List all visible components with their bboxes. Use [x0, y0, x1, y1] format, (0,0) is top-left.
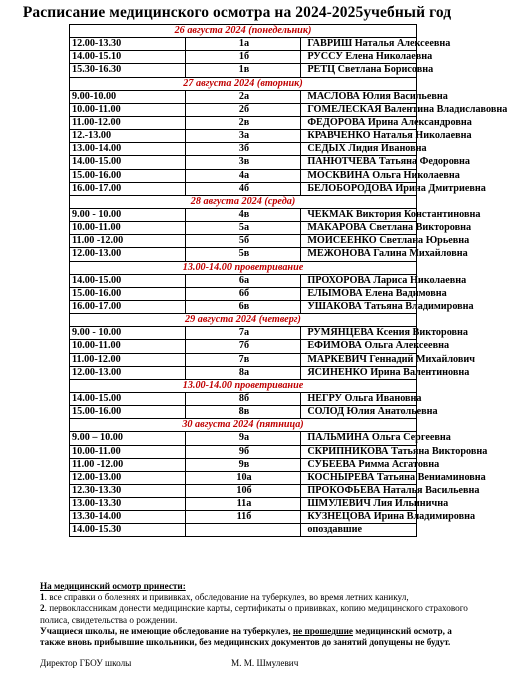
schedule-class: 10а — [185, 471, 301, 484]
schedule-class: 5в — [185, 248, 301, 261]
schedule-teacher: ЯСИНЕНКО Ирина Валентиновна — [301, 366, 417, 379]
schedule-time: 15.30-16.30 — [70, 64, 186, 77]
schedule-class: 2а — [185, 90, 301, 103]
schedule-day-header: 29 августа 2024 (четверг) — [70, 314, 417, 327]
schedule-teacher: СКРИПНИКОВА Татьяна Викторовна — [301, 445, 417, 458]
schedule-teacher: ГАВРИШ Наталья Алексеевна — [301, 38, 417, 51]
schedule-row — [70, 406, 417, 419]
schedule-class: 5б — [185, 235, 301, 248]
notes-item-2-text: . первоклассникам донести медицинские карты, сертификаты о прививках, копию медицинского страхового полиса, свидетельства о рождении. — [40, 603, 468, 625]
schedule-note-row — [70, 379, 417, 392]
schedule-class: 3в — [185, 156, 301, 169]
schedule-body — [70, 25, 507, 537]
schedule-teacher: НЕГРУ Ольга Ивановна — [301, 392, 417, 405]
notes-warning-underlined: не прошедшие — [292, 625, 353, 636]
schedule-time: 12.00-13.30 — [70, 38, 186, 51]
schedule-class: 5а — [185, 222, 301, 235]
schedule-row — [70, 169, 417, 182]
schedule-class: 3а — [185, 130, 301, 143]
schedule-teacher: ГОМЕЛЕСКАЯ Валентина Владиславовна — [301, 103, 417, 116]
schedule-row — [70, 156, 417, 169]
schedule-time: 16.00-17.00 — [70, 300, 186, 313]
schedule-row — [70, 445, 417, 458]
schedule-day-header: 26 августа 2024 (понедельник) — [70, 25, 417, 38]
schedule-time: 11.00 -12.00 — [70, 458, 186, 471]
schedule-teacher: РУССУ Елена Николаевна — [301, 51, 417, 64]
schedule-time: 9.00-10.00 — [70, 90, 186, 103]
schedule-class: 7в — [185, 353, 301, 366]
schedule-teacher: УШАКОВА Татьяна Владимировна — [301, 300, 417, 313]
page-title: Расписание медицинского осмотра на 2024-2025учебный год — [22, 4, 452, 21]
schedule-teacher: опоздавшие — [301, 524, 417, 537]
schedule-row — [70, 366, 417, 379]
schedule-time: 12.00-13.00 — [70, 366, 186, 379]
schedule-time: 12.-13.00 — [70, 130, 186, 143]
schedule-teacher: ФЕДОРОВА Ирина Александровна — [301, 116, 417, 129]
schedule-teacher: ЧЕКМАК Виктория Константиновна — [301, 208, 417, 221]
schedule-time: 10.00-11.00 — [70, 340, 186, 353]
schedule-class — [185, 524, 301, 537]
schedule-time: 11.00 -12.00 — [70, 235, 186, 248]
notes-block — [40, 581, 468, 648]
schedule-row — [70, 51, 417, 64]
schedule-row — [70, 392, 417, 405]
schedule-row — [70, 103, 417, 116]
schedule-row — [70, 353, 417, 366]
schedule-teacher: ШМУЛЕВИЧ Лия Ильинична — [301, 498, 417, 511]
schedule-teacher: МОСКВИНА Ольга Николаевна — [301, 169, 417, 182]
schedule-time: 15.00-16.00 — [70, 287, 186, 300]
schedule-row — [70, 458, 417, 471]
schedule-day-row — [70, 77, 417, 90]
schedule-class: 1а — [185, 38, 301, 51]
schedule-time: 16.00-17.00 — [70, 182, 186, 195]
schedule-time: 9.00 - 10.00 — [70, 208, 186, 221]
schedule-class: 11б — [185, 511, 301, 524]
schedule-row — [70, 248, 417, 261]
signature-name: М. М. Шмулевич — [231, 658, 299, 668]
schedule-row — [70, 471, 417, 484]
schedule-time: 11.00-12.00 — [70, 353, 186, 366]
schedule-row — [70, 90, 417, 103]
schedule-teacher: КУЗНЕЦОВА Ирина Владимировна — [301, 511, 417, 524]
schedule-class: 2б — [185, 103, 301, 116]
schedule-teacher: МОИСЕЕНКО Светлана Юрьевна — [301, 235, 417, 248]
notes-warning — [40, 626, 468, 648]
schedule-teacher: МАРКЕВИЧ Геннадий Михайлович — [301, 353, 417, 366]
schedule-row — [70, 38, 417, 51]
schedule-time: 10.00-11.00 — [70, 103, 186, 116]
schedule-time: 13.30-14.00 — [70, 511, 186, 524]
schedule-time: 9.00 – 10.00 — [70, 432, 186, 445]
schedule-class: 1б — [185, 51, 301, 64]
schedule-teacher: ПРОХОРОВА Лариса Николаевна — [301, 274, 417, 287]
schedule-teacher: МЕЖОНОВА Галина Михайловна — [301, 248, 417, 261]
schedule-day-header: 28 августа 2024 (среда) — [70, 195, 417, 208]
schedule-teacher: СЕДЫХ Лидия Ивановна — [301, 143, 417, 156]
schedule-class: 8б — [185, 392, 301, 405]
schedule-ventilation-note: 13.00-14.00 проветривание — [70, 379, 417, 392]
schedule-row — [70, 130, 417, 143]
schedule-time: 13.00-13.30 — [70, 498, 186, 511]
schedule-row — [70, 511, 417, 524]
schedule-time: 14.00-15.00 — [70, 274, 186, 287]
notes-item-1 — [40, 592, 468, 603]
schedule-teacher: РЕТЦ Светлана Борисовна — [301, 64, 417, 77]
schedule-teacher: МАКАРОВА Светлана Викторовна — [301, 222, 417, 235]
schedule-time: 11.00-12.00 — [70, 116, 186, 129]
schedule-time: 12.00-13.00 — [70, 471, 186, 484]
schedule-teacher: ЕЛЫМОВА Елена Вадимовна — [301, 287, 417, 300]
schedule-time: 13.00-14.00 — [70, 143, 186, 156]
schedule-time: 14.00-15.00 — [70, 156, 186, 169]
notes-item-1-number: 1 — [40, 592, 45, 603]
schedule-time: 14.00-15.30 — [70, 524, 186, 537]
schedule-row — [70, 340, 417, 353]
schedule-time: 14.00-15.00 — [70, 392, 186, 405]
schedule-time: 15.00-16.00 — [70, 169, 186, 182]
schedule-row — [70, 524, 417, 537]
schedule-class: 6в — [185, 300, 301, 313]
schedule-class: 8а — [185, 366, 301, 379]
schedule-class: 7б — [185, 340, 301, 353]
schedule-class: 11а — [185, 498, 301, 511]
schedule-teacher: СУБЕЕВА Римма Асгатовна — [301, 458, 417, 471]
schedule-row — [70, 235, 417, 248]
schedule-ventilation-note: 13.00-14.00 проветривание — [70, 261, 417, 274]
schedule-class: 2в — [185, 116, 301, 129]
notes-header: На медицинский осмотр принести: — [40, 581, 186, 591]
notes-item-2-number: 2 — [40, 603, 45, 614]
notes-item-2 — [40, 603, 468, 625]
schedule-row — [70, 143, 417, 156]
schedule-day-row — [70, 419, 417, 432]
schedule-teacher: СОЛОД Юлия Анатольевна — [301, 406, 417, 419]
schedule-day-row — [70, 25, 417, 38]
schedule-row — [70, 182, 417, 195]
schedule-teacher: КРАВЧЕНКО Наталья Николаевна — [301, 130, 417, 143]
schedule-row — [70, 287, 417, 300]
schedule-teacher: ПРОКОФЬЕВА Наталья Васильевна — [301, 484, 417, 497]
schedule-row — [70, 64, 417, 77]
schedule-time: 9.00 - 10.00 — [70, 327, 186, 340]
schedule-class: 4б — [185, 182, 301, 195]
schedule-time: 12.00-13.00 — [70, 248, 186, 261]
schedule-time: 10.00-11.00 — [70, 445, 186, 458]
schedule-teacher: РУМЯНЦЕВА Ксения Викторовна — [301, 327, 417, 340]
schedule-teacher: ЕФИМОВА Ольга Алексеевна — [301, 340, 417, 353]
schedule-time: 12.30-13.30 — [70, 484, 186, 497]
schedule-day-row — [70, 314, 417, 327]
schedule-row — [70, 274, 417, 287]
schedule-time: 10.00-11.00 — [70, 222, 186, 235]
notes-warning-part-a: Учащиеся школы, не имеющие обследование на туберкулез, — [40, 625, 293, 636]
notes-warning-part-b: медицинский осмотр, а также вновь прибывшие школьники, без медицинских документов до занятий допущены не будут. — [40, 625, 452, 648]
schedule-class: 1в — [185, 64, 301, 77]
schedule-time: 15.00-16.00 — [70, 406, 186, 419]
schedule-teacher: БЕЛОБОРОДОВА Ирина Дмитриевна — [301, 182, 417, 195]
schedule-row — [70, 300, 417, 313]
schedule-day-header: 30 августа 2024 (пятница) — [70, 419, 417, 432]
schedule-class: 8в — [185, 406, 301, 419]
signature-role: Директор ГБОУ школы — [40, 658, 132, 668]
schedule-class: 6б — [185, 287, 301, 300]
schedule-class: 10б — [185, 484, 301, 497]
schedule-teacher: ПАНЮТЧЕВА Татьяна Федоровна — [301, 156, 417, 169]
schedule-class: 9в — [185, 458, 301, 471]
schedule-teacher: КОСНЫРЕВА Татьяна Вениаминовна — [301, 471, 417, 484]
schedule-class: 4а — [185, 169, 301, 182]
schedule-row — [70, 432, 417, 445]
schedule-table — [69, 24, 507, 537]
schedule-day-header: 27 августа 2024 (вторник) — [70, 77, 417, 90]
schedule-row — [70, 484, 417, 497]
schedule-class: 4в — [185, 208, 301, 221]
schedule-time: 14.00-15.10 — [70, 51, 186, 64]
schedule-teacher: ПАЛЬМИНА Ольга Сергеевна — [301, 432, 417, 445]
schedule-row — [70, 327, 417, 340]
schedule-class: 6а — [185, 274, 301, 287]
schedule-row — [70, 116, 417, 129]
schedule-row — [70, 498, 417, 511]
schedule-day-row — [70, 195, 417, 208]
schedule-class: 7а — [185, 327, 301, 340]
notes-item-1-text: . все справки о болезнях и прививках, обследование на туберкулез, во время летних каникул, — [44, 592, 409, 603]
schedule-teacher: МАСЛОВА Юлия Васильевна — [301, 90, 417, 103]
schedule-row — [70, 222, 417, 235]
schedule-row — [70, 208, 417, 221]
schedule-class: 9б — [185, 445, 301, 458]
schedule-class: 3б — [185, 143, 301, 156]
schedule-note-row — [70, 261, 417, 274]
schedule-class: 9а — [185, 432, 301, 445]
